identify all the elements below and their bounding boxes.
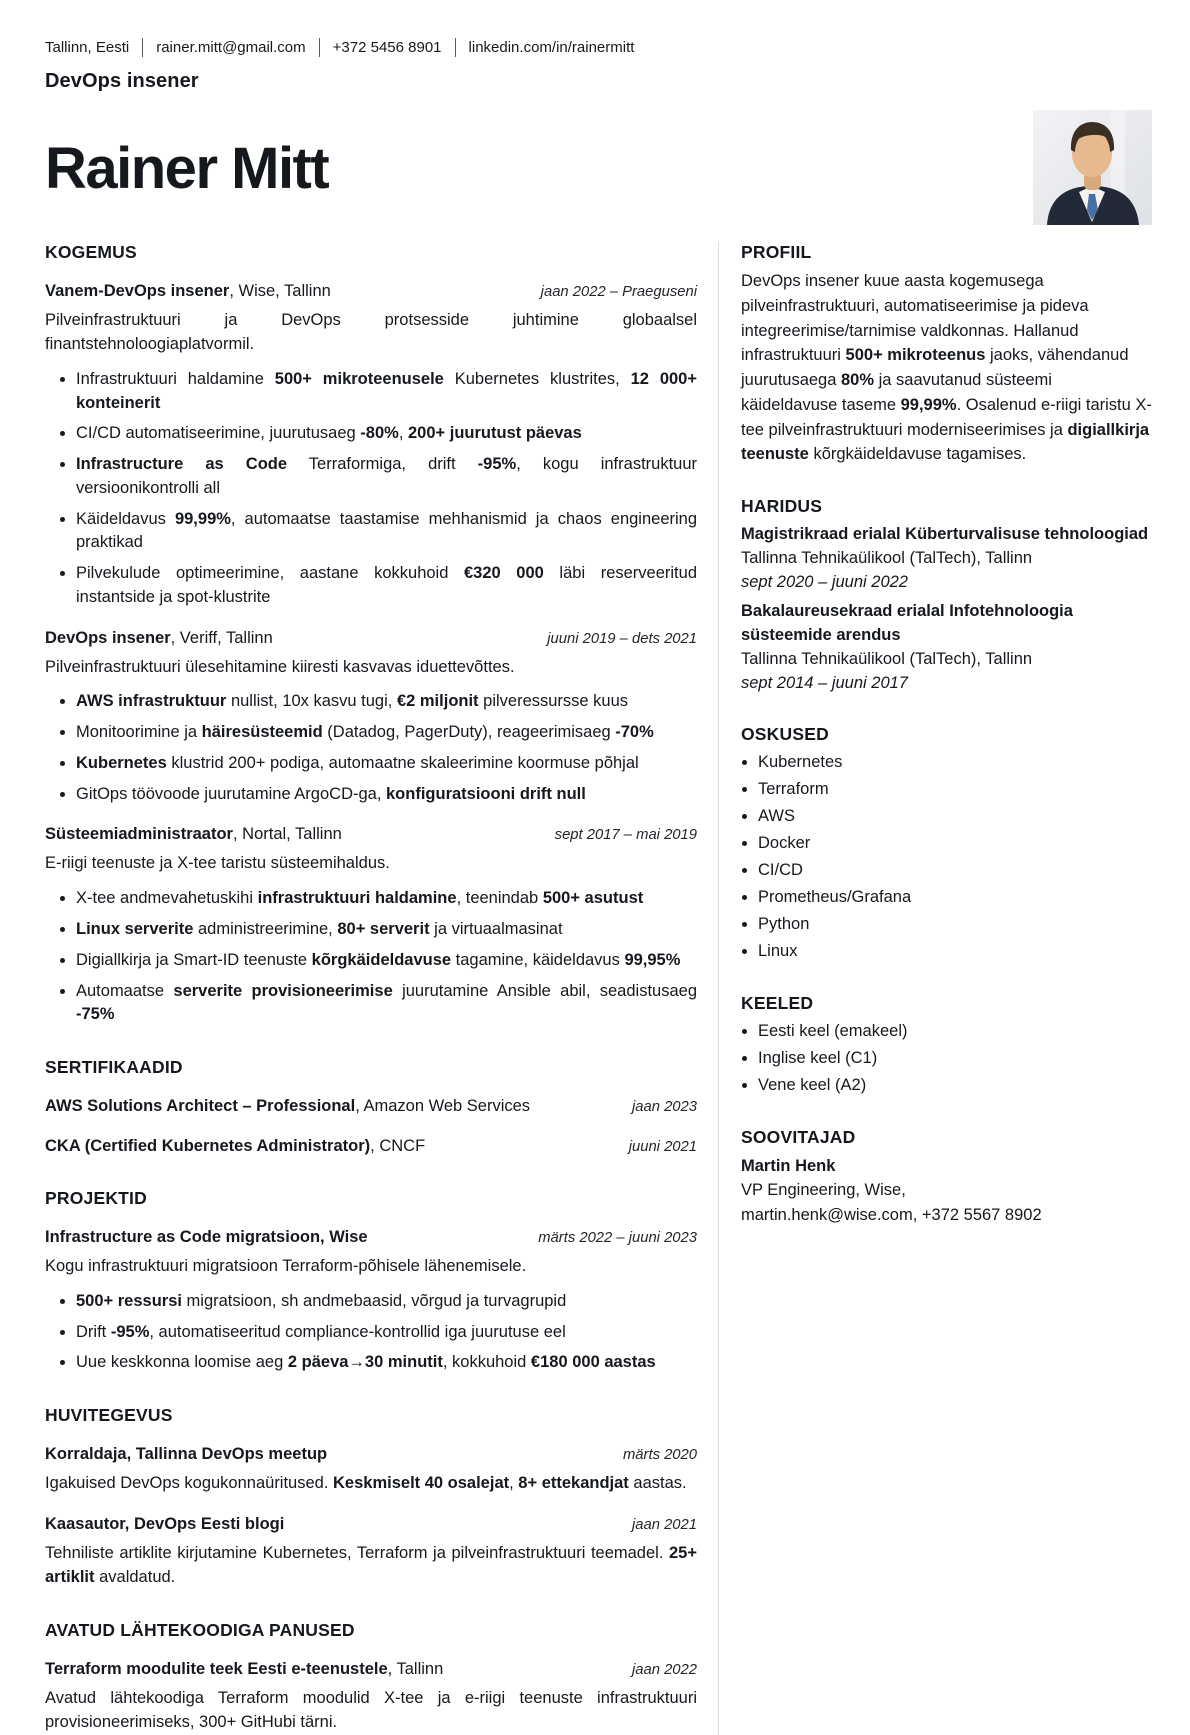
list-item: • Linux	[758, 940, 1152, 964]
entry-date: jaan 2021	[631, 1517, 697, 1534]
sidebar-section	[741, 242, 1152, 467]
entry-header	[45, 1658, 697, 1681]
sidebar-column	[719, 242, 1152, 1735]
bullet-item: • Digiallkirja ja Smart-ID teenuste kõrgkäideldavuse tagamine, käideldavus 99,95%	[76, 949, 697, 973]
section-title: SERTIFIKAADID	[45, 1057, 183, 1078]
resume-entry	[45, 1095, 697, 1118]
bullet-item: • Uue keskkonna loomise aeg 2 päeva→30 minutit, kokkuhoid €180 000 aastas	[76, 1351, 697, 1375]
list-item: • Prometheus/Grafana	[758, 886, 1152, 910]
education-school: Tallinna Tehnikaülikool (TalTech), Tallinn	[741, 548, 1033, 567]
entry-header	[45, 1095, 697, 1118]
entry-title: CKA (Certified Kubernetes Administrator), CNCF	[45, 1137, 426, 1156]
reference-name: Martin Henk	[741, 1156, 836, 1175]
sidebar-section	[741, 993, 1152, 1098]
bullet-item: • Automaatse serverite provisioneerimise juurutamine Ansible abil, seadistusaeg -75%	[76, 980, 697, 1028]
bullet-item: • Pilvekulude optimeerimine, aastane kokkuhoid €320 000 läbi reserveeritud instantside ja spot-klustrite	[76, 562, 697, 610]
contact-separator	[455, 38, 456, 57]
list-item: • Docker	[758, 832, 1152, 856]
bullet-item: • Linux serverite administreerimine, 80+ serverit ja virtuaalmasinat	[76, 918, 697, 942]
contact-line	[45, 38, 1152, 57]
bullet-item: • AWS infrastruktuur nullist, 10x kasvu tugi, €2 miljonit pilveressursse kuus	[76, 690, 697, 714]
entry-bullet-list	[45, 690, 697, 806]
section-title: AVATUD LÄHTEKOODIGA PANUSED	[45, 1619, 355, 1640]
section-title: HUVITEGEVUS	[45, 1405, 173, 1426]
page-title: Rainer Mitt	[45, 136, 329, 201]
resume-entry	[45, 280, 697, 610]
reference-detail: VP Engineering, Wise,	[741, 1181, 906, 1200]
entry-date: märts 2020	[622, 1447, 697, 1464]
resume-entry	[45, 1658, 697, 1735]
bullet-item: • Drift -95%, automatiseeritud compliance-kontrollid iga juurutuse eel	[76, 1321, 697, 1345]
entry-header	[45, 1443, 697, 1466]
profile-photo	[1033, 110, 1152, 225]
section-title: OSKUSED	[741, 724, 829, 745]
bullet-item: • Infrastruktuuri haldamine 500+ mikroteenusele Kubernetes klustrites, 12 000+ konteinerit	[76, 368, 697, 416]
resume-entry	[45, 1226, 697, 1375]
education-degree: Bakalaureusekraad erialal Infotehnoloogia süsteemide arendus	[741, 601, 1073, 644]
entry-summary: Avatud lähtekoodiga Terraform moodulid X-tee ja e-riigi teenuste infrastruktuuri provisioneerimiseks, 300+ GitHubi tärni.	[45, 1688, 697, 1731]
education-date: sept 2020 – juuni 2022	[741, 572, 908, 591]
entry-header	[45, 1226, 697, 1249]
contact-item: +372 5456 8901	[332, 39, 442, 56]
bullet-item: • Kubernetes klustrid 200+ podiga, automaatne skaleerimine koormuse põhjal	[76, 752, 697, 776]
entry-summary: Pilveinfrastruktuuri ülesehitamine kiiresti kasvavas iduettevõttes.	[45, 657, 515, 676]
contact-separator	[319, 38, 320, 57]
list-item: • Eesti keel (emakeel)	[758, 1020, 1152, 1044]
entry-title: Terraform moodulite teek Eesti e-teenustele, Tallinn	[45, 1659, 444, 1678]
section-title: KOGEMUS	[45, 242, 137, 262]
bullet-item: • Käideldavus 99,99%, automaatse taastamise mehhanismid ja chaos engineering praktikad	[76, 508, 697, 556]
bullet-item: • 500+ ressursi migratsioon, sh andmebaasid, võrgud ja turvagrupid	[76, 1290, 697, 1314]
entry-date: sept 2017 – mai 2019	[554, 827, 697, 844]
entry-date: juuni 2019 – dets 2021	[547, 630, 697, 647]
bullet-item: • Monitoorimine ja häiresüsteemid (Datadog, PagerDuty), reageerimisaeg -70%	[76, 721, 697, 745]
entry-title: DevOps insener, Veriff, Tallinn	[45, 628, 273, 647]
entry-summary: Tehniliste artiklite kirjutamine Kubernetes, Terraform ja pilveinfrastruktuuri teemadel. 25+ artiklit avaldatud.	[45, 1544, 697, 1586]
education-degree: Magistrikraad erialal Küberturvalisuse tehnoloogiad	[741, 525, 1149, 543]
contact-item: linkedin.com/in/rainermitt	[468, 39, 635, 56]
entry-summary: Igakuised DevOps kogukonnaüritused. Keskmiselt 40 osalejat, 8+ ettekandjat aastas.	[45, 1474, 687, 1493]
entry-date: jaan 2022 – Praeguseni	[540, 284, 697, 300]
bullet-item: • X-tee andmevahetuskihi infrastruktuuri haldamine, teenindab 500+ asutust	[76, 887, 697, 911]
entry-title: Süsteemiadministraator, Nortal, Tallinn	[45, 825, 342, 844]
education-school: Tallinna Tehnikaülikool (TalTech), Tallinn	[741, 649, 1033, 668]
entry-summary: Pilveinfrastruktuuri ja DevOps protsesside juhtimine globaalsel finantstehnoloogiaplatvormil.	[45, 310, 697, 353]
list-item: • Vene keel (A2)	[758, 1074, 1152, 1098]
sidebar-section	[741, 724, 1152, 963]
resume-entry	[45, 823, 697, 1027]
list-item: • Kubernetes	[758, 751, 1152, 775]
entry-date: jaan 2022	[631, 1661, 697, 1678]
profile-photo-illustration	[1033, 110, 1152, 225]
entry-summary: E-riigi teenuste ja X-tee taristu süsteemihaldus.	[45, 854, 390, 873]
section-title: PROFIIL	[741, 242, 812, 262]
sidebar-list	[741, 751, 1152, 963]
entry-header	[45, 627, 697, 650]
entry-header	[45, 1135, 697, 1158]
entry-bullet-list	[45, 368, 697, 610]
contact-item: Tallinn, Eesti	[45, 39, 130, 56]
two-column-layout	[45, 242, 1152, 1735]
resume-entry	[45, 1135, 697, 1158]
sidebar-section	[741, 496, 1152, 695]
entry-date: märts 2022 – juuni 2023	[538, 1230, 697, 1247]
entry-summary: Kogu infrastruktuuri migratsioon Terraform-põhisele lähenemisele.	[45, 1257, 527, 1275]
entry-date: juuni 2021	[628, 1139, 697, 1156]
entry-date: jaan 2023	[631, 1099, 697, 1116]
entry-bullet-list	[45, 1290, 697, 1375]
profile-text: DevOps insener kuue aasta kogemusega pilveinfrastruktuuri, automatiseerimise ja pideva integreerimise/tarnimise valdkonnas. Hallanud infrastruktuuri 500+ mikroteenus jaoks, vähendanud juurutusaega 80% ja saavutanud süsteemi käideldavuse taseme 99,99%. Osalenud e-riigi taristu X-tee pilveinfrastruktuuri moderniseerimises ja digiallkirja teenuste kõrgkäideldavuse tagamises.	[741, 272, 1152, 464]
list-item: • CI/CD	[758, 859, 1152, 883]
entry-title: Kaasautor, DevOps Eesti blogi	[45, 1515, 285, 1534]
resume-entry	[45, 1443, 697, 1496]
bullet-item: • CI/CD automatiseerimine, juurutusaeg -80%, 200+ juurutust päevas	[76, 422, 697, 446]
entry-bullet-list	[45, 887, 697, 1027]
section-title: SOOVITAJAD	[741, 1126, 856, 1147]
bullet-item: • GitOps töövoode juurutamine ArgoCD-ga, konfiguratsiooni drift null	[76, 783, 697, 807]
resume-entry	[45, 1513, 697, 1590]
contact-separator	[142, 38, 143, 57]
job-title-subtitle: DevOps insener	[45, 70, 199, 92]
sidebar-section	[741, 1127, 1152, 1228]
entry-title: AWS Solutions Architect – Professional, Amazon Web Services	[45, 1097, 531, 1116]
list-item: • Python	[758, 913, 1152, 937]
entry-title: Vanem-DevOps insener, Wise, Tallinn	[45, 282, 331, 300]
bullet-item: • Infrastructure as Code Terraformiga, drift -95%, kogu infrastruktuur versioonikontrolli all	[76, 453, 697, 501]
section-title: HARIDUS	[741, 496, 823, 516]
entry-title: Korraldaja, Tallinna DevOps meetup	[45, 1445, 328, 1464]
list-item: • AWS	[758, 805, 1152, 829]
sidebar-list	[741, 1020, 1152, 1098]
list-item: • Inglise keel (C1)	[758, 1047, 1152, 1071]
reference-detail: martin.henk@wise.com, +372 5567 8902	[741, 1206, 1042, 1225]
entry-header	[45, 280, 697, 303]
entry-header	[45, 823, 697, 846]
resume-entry	[45, 627, 697, 807]
contact-item: rainer.mitt@gmail.com	[156, 39, 306, 56]
entry-title: Infrastructure as Code migratsioon, Wise	[45, 1228, 368, 1247]
education-date: sept 2014 – juuni 2017	[741, 673, 908, 692]
section-title: KEELED	[741, 992, 814, 1013]
entry-header	[45, 1513, 697, 1536]
section-title: PROJEKTID	[45, 1188, 147, 1209]
main-column	[45, 242, 697, 1735]
list-item: • Terraform	[758, 778, 1152, 802]
